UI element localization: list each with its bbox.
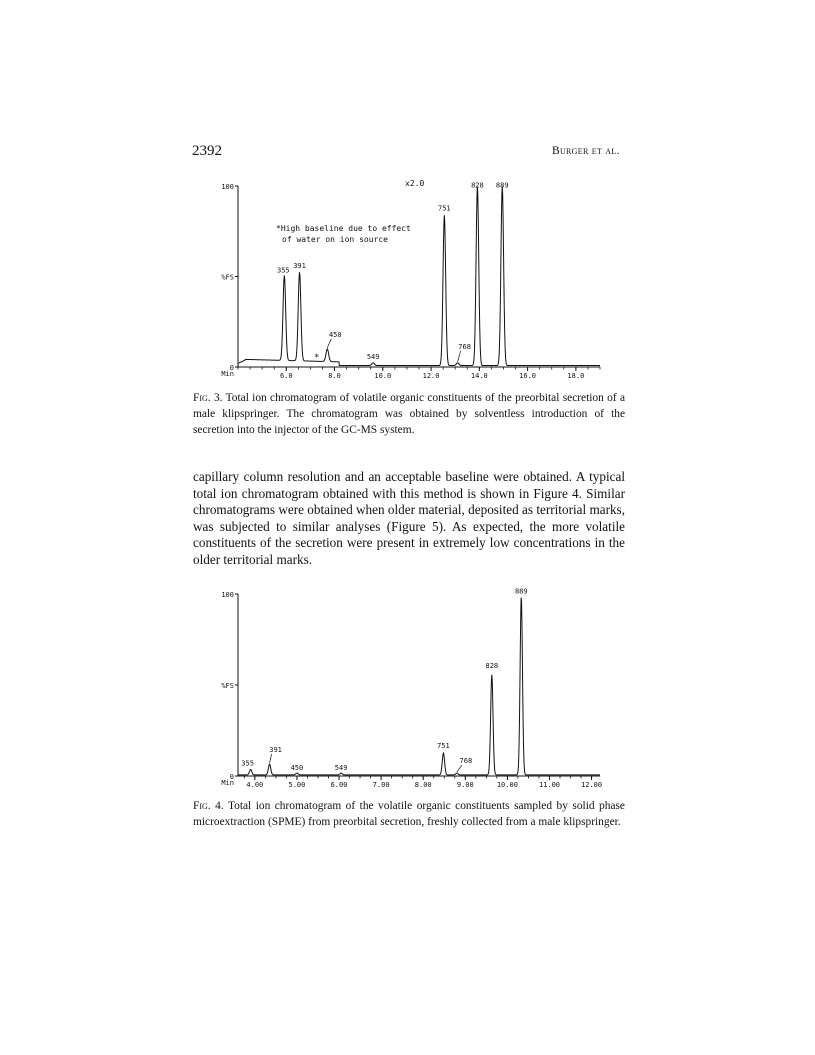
peak-label: 751 xyxy=(438,204,451,213)
page-number: 2392 xyxy=(192,143,222,159)
peak-label-leader xyxy=(458,351,461,362)
figure-4-caption xyxy=(193,798,625,830)
x-tick-label: 18.0 xyxy=(567,372,585,380)
body-paragraph: capillary column resolution and an acceptable baseline were obtained. A typical total ion chromatogram obtained with this method is shown in Figure 4. Similar chromatograms were obtained when older material, deposited as territorial marks, was subjected to similar analyses (Figure 5). As expected, the more volatile constituents of the secretion were present in extremely low concentrations in the older territorial marks. xyxy=(193,469,625,567)
peak-label: 391 xyxy=(269,745,282,754)
x-tick-label: 12.0 xyxy=(422,372,440,380)
figure-4-chromatogram xyxy=(190,580,610,790)
peak-label-leader xyxy=(457,765,462,772)
x-tick-label: 4.00 xyxy=(246,781,264,789)
chromatogram-trace xyxy=(238,186,600,365)
peak-label: 828 xyxy=(485,661,499,670)
x-tick-label: 12.00 xyxy=(581,781,603,789)
peak-label: 549 xyxy=(366,352,380,361)
peak-label: 549 xyxy=(334,764,348,773)
figure-4-axes xyxy=(221,591,602,789)
peak-label: 768 xyxy=(459,757,473,766)
peak-label: 450 xyxy=(290,764,304,773)
figure-3 xyxy=(190,170,610,390)
figure-3-caption-label: Fig. 3. xyxy=(193,392,223,404)
y-tick-label: 0 xyxy=(229,773,234,781)
peak-label: 889 xyxy=(495,181,509,190)
y-tick-label: 0 xyxy=(229,364,234,372)
y-tick-label: 100 xyxy=(221,591,234,599)
peak-label: 391 xyxy=(293,262,306,271)
running-head: Burger et al. xyxy=(552,145,620,157)
x-tick-label: 8.00 xyxy=(414,781,432,789)
x-tick-label: 5.00 xyxy=(288,781,306,789)
x-tick-label: 6.00 xyxy=(330,781,348,789)
figure-3-scale-annotation: x2.0 xyxy=(405,179,425,188)
x-tick-label: 9.00 xyxy=(456,781,474,789)
x-axis-label: Min xyxy=(221,779,234,787)
figure-4 xyxy=(190,580,610,795)
x-tick-label: 8.0 xyxy=(328,372,341,380)
x-tick-label: 16.0 xyxy=(519,372,537,380)
peak-label: 889 xyxy=(514,587,528,596)
figure-3-note-line-1: *High baseline due to effect xyxy=(276,224,411,233)
peak-label: 450 xyxy=(328,330,342,339)
figure-3-chromatogram xyxy=(190,170,610,385)
x-tick-label: 10.0 xyxy=(374,372,392,380)
peak-label: 355 xyxy=(277,266,290,275)
figure-3-asterisk: * xyxy=(314,353,320,363)
figure-3-axes xyxy=(221,183,600,380)
peak-label: 355 xyxy=(241,759,254,768)
peak-label: 751 xyxy=(437,742,450,751)
figure-3-note-line-2: of water on ion source xyxy=(282,235,388,244)
figure-4-caption-text: Total ion chromatogram of the volatile organic constituents sampled by solid phase microextraction (SPME) from preorbital secretion, freshly collected from a male klipspringer. xyxy=(193,800,625,828)
peak-label: 768 xyxy=(458,342,471,351)
peak-label: 828 xyxy=(471,181,484,190)
x-tick-label: 7.00 xyxy=(372,781,390,789)
figure-4-trace xyxy=(238,597,600,774)
x-tick-label: 10.00 xyxy=(496,781,518,789)
x-axis-label: Min xyxy=(221,370,234,378)
chromatogram-trace xyxy=(238,597,600,774)
y-tick-label: %FS xyxy=(221,273,234,282)
peak-label-leader xyxy=(270,754,272,763)
y-tick-label: 100 xyxy=(221,183,234,191)
peak-label-leader xyxy=(327,339,331,348)
figure-4-peak-labels xyxy=(241,588,527,773)
figure-3-peak-labels xyxy=(277,181,509,361)
x-tick-label: 11.00 xyxy=(538,781,561,789)
figure-3-trace xyxy=(238,186,600,365)
x-tick-label: 14.0 xyxy=(470,372,488,380)
x-tick-label: 6.0 xyxy=(279,372,293,380)
figure-3-caption-text: Total ion chromatogram of volatile organic constituents of the preorbital secretion of a male klipspringer. The chromatogram was obtained by solventless introduction of the secretion into the injector of the GC-MS system. xyxy=(193,392,626,436)
figure-4-caption-label: Fig. 4. xyxy=(193,800,224,812)
figure-3-caption xyxy=(193,390,625,438)
y-tick-label: %FS xyxy=(221,682,234,690)
